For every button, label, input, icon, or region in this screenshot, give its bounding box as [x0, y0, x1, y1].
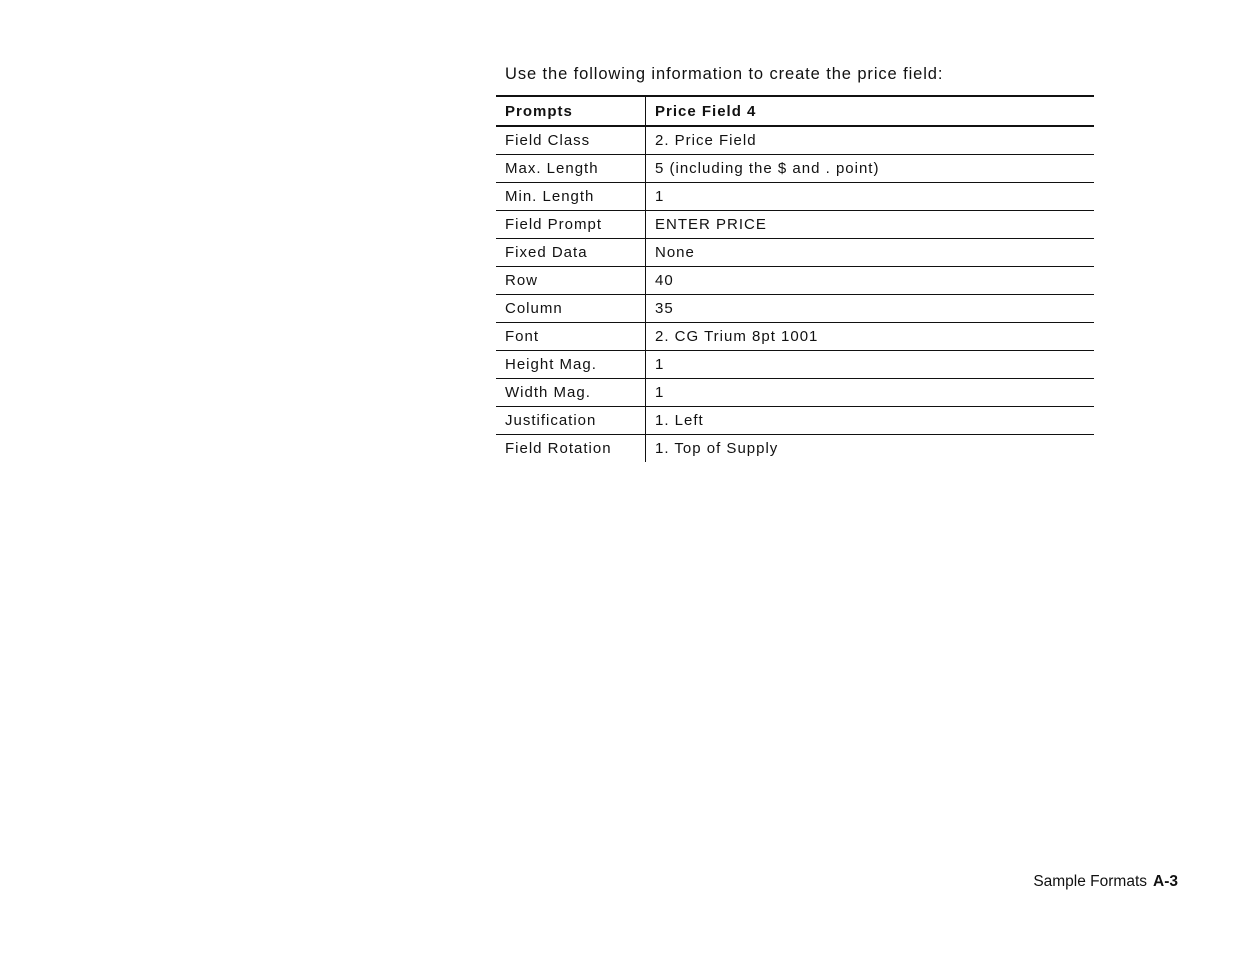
- value-cell: 35: [655, 299, 674, 317]
- prompt-cell: Font: [496, 322, 646, 350]
- footer-section-title: Sample Formats: [1033, 873, 1148, 890]
- prompt-cell: Min. Length: [496, 182, 646, 210]
- value-cell: 1: [655, 187, 665, 205]
- table-row: [496, 294, 1094, 322]
- intro-text: Use the following information to create the price field:: [505, 65, 944, 83]
- table-row: [496, 350, 1094, 378]
- prompt-cell: Column: [496, 294, 646, 322]
- value-cell: 40: [655, 271, 674, 289]
- value-cell: 5 (including the $ and . point): [655, 159, 880, 177]
- table-row: [496, 126, 1094, 154]
- footer-page-number: A-3: [1153, 873, 1178, 890]
- table-row: [496, 238, 1094, 266]
- table-header-row: [496, 96, 1094, 126]
- table-row: [496, 154, 1094, 182]
- prompt-cell: Max. Length: [496, 154, 646, 182]
- table-row: [496, 406, 1094, 434]
- prompt-cell: Row: [496, 266, 646, 294]
- value-cell: 1: [655, 383, 665, 401]
- prompt-cell: Field Prompt: [496, 210, 646, 238]
- table-row: [496, 378, 1094, 406]
- page-footer: [1033, 873, 1178, 891]
- header-prompts: Prompts: [496, 96, 646, 126]
- table-row: [496, 210, 1094, 238]
- value-cell: 1. Top of Supply: [655, 439, 779, 457]
- price-field-table: [496, 95, 1094, 462]
- prompt-cell: Field Class: [496, 126, 646, 154]
- prompt-cell: Height Mag.: [496, 350, 646, 378]
- value-cell: 1. Left: [655, 411, 704, 429]
- header-price-field: Price Field 4: [655, 102, 757, 120]
- value-cell: 1: [655, 355, 665, 373]
- table-row: [496, 322, 1094, 350]
- value-cell: 2. Price Field: [655, 131, 757, 149]
- table-row: [496, 266, 1094, 294]
- prompt-cell: Width Mag.: [496, 378, 646, 406]
- prompt-cell: Fixed Data: [496, 238, 646, 266]
- value-cell: 2. CG Trium 8pt 1001: [655, 327, 819, 345]
- value-cell: ENTER PRICE: [655, 215, 767, 233]
- table-row: [496, 434, 1094, 462]
- table-row: [496, 182, 1094, 210]
- value-cell: None: [655, 243, 695, 261]
- prompt-cell: Field Rotation: [496, 434, 646, 462]
- prompt-cell: Justification: [496, 406, 646, 434]
